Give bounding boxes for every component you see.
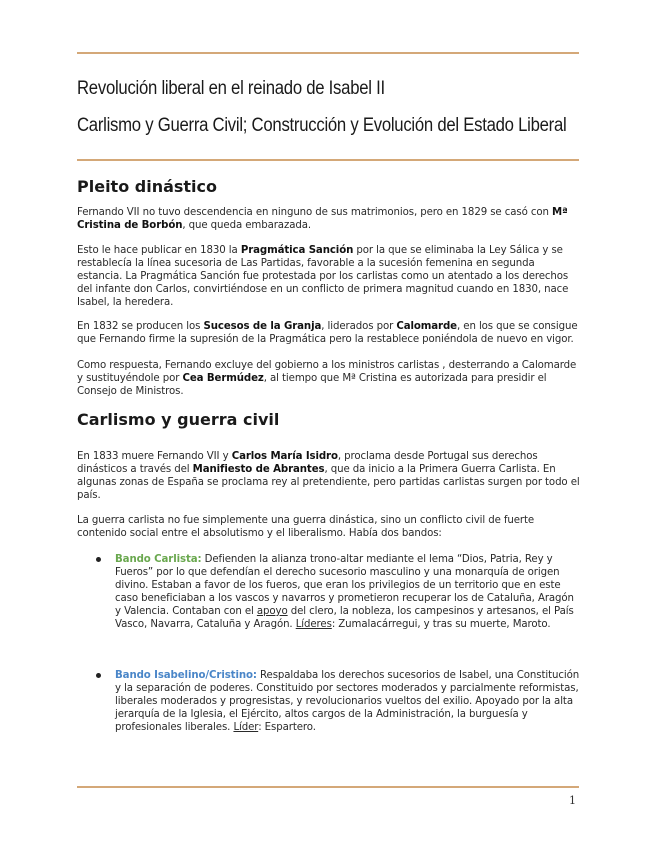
page-number: 1 (569, 794, 576, 807)
list-item-bando-isabelino (96, 669, 581, 734)
bando-isabelino-label: Bando Isabelino/Cristino: (115, 670, 257, 681)
section-heading-pleito: Pleito dinástico (77, 177, 218, 196)
paragraph: La guerra carlista no fue simplemente una guerra dinástica, sino un conflicto civil de fuerte contenido social entre el absolutismo y el liberalismo. Había dos bandos: (77, 515, 535, 539)
section-heading-carlismo: Carlismo y guerra civil (77, 410, 280, 429)
bullet-text: Bando Isabelino/Cristino: Respaldaba los derechos sucesorios de Isabel, una Constitución y la separación de poderes. Constituido por sectores moderados y parcialmente reformistas, liberales moderados y progresistas, y revolucionarios vueltos del exilio. Apoyado por la alta jerarquía de la Iglesia, el Ejército, altos cargos de la Administración, la burguesía y profesionales liberales. Líder: Espartero. (115, 670, 580, 733)
paragraph: Como respuesta, Fernando excluye del gobierno a los ministros carlistas , desterrando a Calomarde y sustituyéndole por Cea Bermúdez, al tiempo que Mª Cristina es autorizada para presidir el Consejo de Ministros. (77, 360, 577, 397)
bando-carlista-label: Bando Carlista: (115, 554, 202, 565)
paragraph: En 1832 se producen los Sucesos de la Granja, liderados por Calomarde, en los que se consigue que Fernando firme la supresión de la Pragmática pero la restablece poniéndola de nuevo en vigor. (77, 321, 578, 345)
bullet-text: Bando Carlista: Defienden la alianza trono-altar mediante el lema “Dios, Patria, Rey y Fueros” por lo que defendían el derecho sucesorio masculino y una monarquía de origen divino. Estaban a favor de los fueros, que eran los privilegios de un territorio que en este caso beneficiaban a los vascos y navarros y prometieron recuperar los de Cataluña, Aragón y Valencia. Contaban con el apoyo del clero, la nobleza, los campesinos y artesanos, el País Vasco, Navarra, Cataluña y Aragón. Líderes: Zumalacárregui, y tras su muerte, Maroto. (115, 554, 574, 630)
paragraph: Fernando VII no tuvo descendencia en ninguno de sus matrimonios, pero en 1829 se casó con Mª Cristina de Borbón, que queda embarazada. (77, 207, 568, 231)
header-rule (77, 159, 579, 161)
footer-rule (77, 786, 579, 788)
top-rule (77, 52, 579, 54)
paragraph: En 1833 muere Fernando VII y Carlos María Isidro, proclama desde Portugal sus derechos dinásticos a través del Manifiesto de Abrantes, que da inicio a la Primera Guerra Carlista. En algunas zonas de España se proclama rey al pretendiente, pero partidas carlistas surgen por todo el país. (77, 451, 580, 501)
list-item-bando-carlista (96, 553, 581, 631)
bullet-icon (96, 557, 101, 562)
paragraph: Esto le hace publicar en 1830 la Pragmática Sanción por la que se eliminaba la Ley Sálica y se restablecía la línea sucesoria de Las Partidas, favorable a la sucesión femenina en segunda estancia. La Pragmática Sanción fue protestada por los carlistas como un atentado a los derechos del infante don Carlos, convirtiéndose en un conflicto de primera magnitud cuando en 1830, nace Isabel, la heredera. (77, 245, 569, 308)
document-title: Revolución liberal en el reinado de Isabel II (77, 78, 385, 99)
bullet-icon (96, 673, 101, 678)
document-subtitle: Carlismo y Guerra Civil; Construcción y Evolución del Estado Liberal (77, 115, 567, 136)
